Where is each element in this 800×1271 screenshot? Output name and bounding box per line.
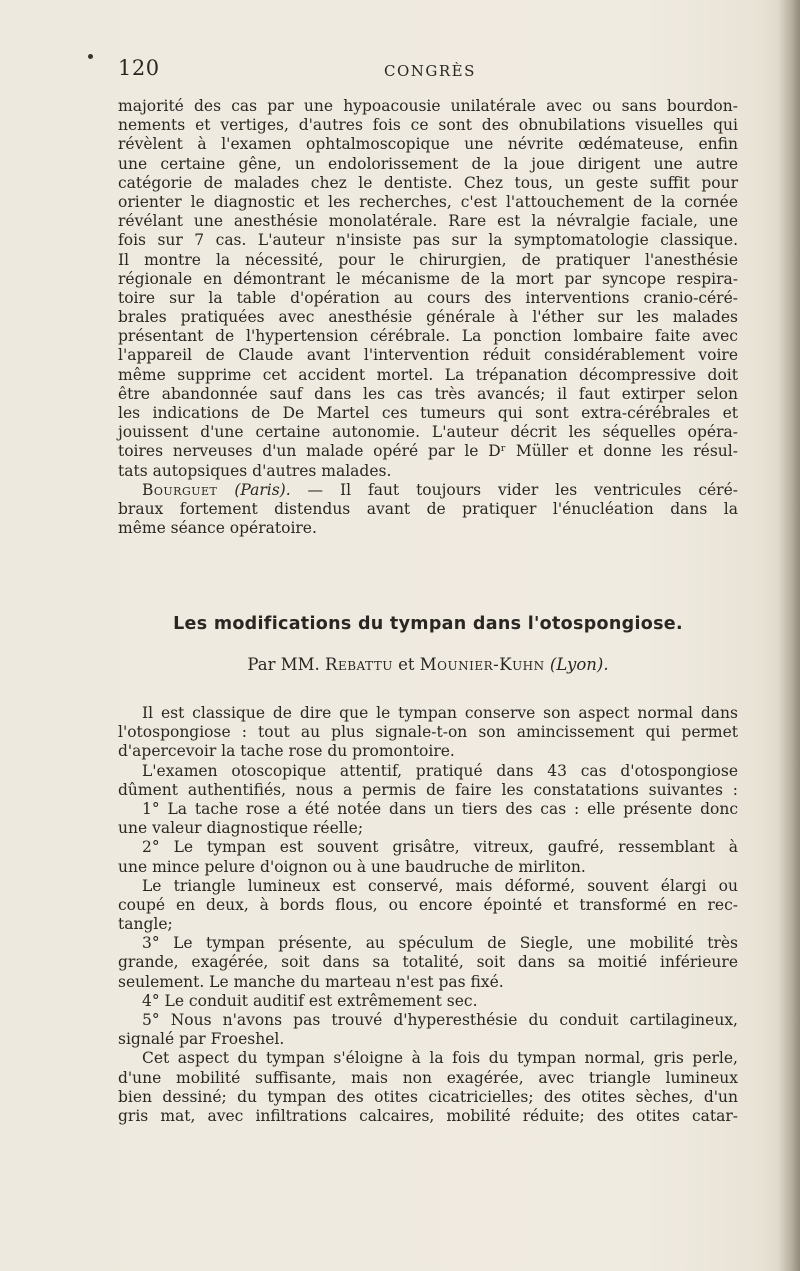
text-line: Il montre la nécessité, pour le chirurgien, de pratiquer l'anesthésie bbox=[118, 250, 738, 269]
text-line: brales pratiquées avec anesthésie générale à l'éther sur les malades bbox=[118, 308, 738, 327]
body-text-continuation bbox=[118, 97, 738, 538]
discussion-line: braux fortement distendus avant de pratiquer l'énucléation dans la bbox=[118, 499, 738, 518]
text-line: jouissent d'une certaine autonomie. L'auteur décrit les séquelles opéra- bbox=[118, 423, 738, 442]
text-line: Il est classique de dire que le tympan conserve son aspect normal dans bbox=[142, 704, 738, 722]
text-line: être abandonnée sauf dans les cas très avancés; il faut extirper selon bbox=[118, 384, 738, 403]
text-line: régionale en démontrant le mécanisme de la mort par syncope respira- bbox=[118, 269, 738, 288]
text-line: une mince pelure d'oignon ou à une baudruche de mirliton. bbox=[118, 857, 586, 876]
text-line: l'otospongiose : tout au plus signale-t-on son amincissement qui permet bbox=[118, 723, 738, 742]
text-line: gris mat, avec infiltrations calcaires, mobilité réduite; des otites catar- bbox=[118, 1106, 738, 1125]
text-line: 4° Le conduit auditif est extrêmement sec. bbox=[142, 991, 478, 1010]
text-line: 5° Nous n'avons pas trouvé d'hyperesthésie du conduit cartilagineux, bbox=[142, 1011, 738, 1029]
text-line: toires nerveuses d'un malade opéré par le Dʳ Müller et donne les résul- bbox=[118, 442, 738, 461]
text-line: dûment authentifiés, nous a permis de faire les constatations suivantes : bbox=[118, 780, 738, 799]
text-line: Cet aspect du tympan s'éloigne à la fois du tympan normal, gris perle, bbox=[142, 1049, 738, 1068]
text-line: l'appareil de Claude avant l'intervention réduit considérablement voire bbox=[118, 346, 738, 365]
text-line: catégorie de malades chez le dentiste. Chez tous, un geste suffit pour bbox=[118, 173, 738, 192]
text-line: révélant une anesthésie monolatérale. Rare est la névralgie faciale, une bbox=[118, 212, 738, 231]
text-line: majorité des cas par une hypoacousie unilatérale avec ou sans bourdon- bbox=[118, 97, 738, 115]
text-line: tangle; bbox=[118, 915, 173, 934]
text-line: seulement. Le manche du marteau n'est pas fixé. bbox=[118, 972, 504, 991]
binding-shadow bbox=[778, 0, 800, 1271]
discussant-city: (Paris). bbox=[234, 480, 291, 499]
running-head: CONGRÈS bbox=[384, 62, 476, 80]
text-line: signalé par Froeshel. bbox=[118, 1030, 285, 1049]
discussion-line bbox=[118, 481, 738, 500]
text-line: même supprime cet accident mortel. La trépanation décompressive doit bbox=[118, 365, 738, 384]
text-line: orienter le diagnostic et les recherches, c'est l'attouchement de la cornée bbox=[118, 192, 738, 211]
byline-conjunction: et bbox=[392, 655, 420, 674]
text-line: coupé en deux, à bords flous, ou encore épointé et transformé en rec- bbox=[118, 895, 738, 914]
text-line: une certaine gêne, un endolorissement de la joue dirigent une autre bbox=[118, 154, 738, 173]
text-line: 3° Le tympan présente, au spéculum de Siegle, une mobilité très bbox=[142, 934, 738, 953]
text-line: grande, exagérée, soit dans sa totalité, soit dans sa moitié inférieure bbox=[118, 953, 738, 972]
text-line: une valeur diagnostique réelle; bbox=[118, 819, 364, 838]
article-byline bbox=[118, 655, 738, 674]
author-name: Mounier-Kuhn bbox=[419, 655, 545, 674]
text-line: 1° La tache rose a été notée dans un tiers des cas : elle présente donc bbox=[142, 799, 738, 818]
text-line: toire sur la table d'opération au cours des interventions cranio-céré- bbox=[118, 288, 738, 307]
discussant-name: Bourguet bbox=[142, 480, 218, 499]
byline-city: (Lyon). bbox=[549, 655, 609, 674]
byline-prefix: Par MM. bbox=[247, 655, 326, 674]
text-line: bien dessiné; du tympan des otites cicatricielles; des otites sèches, d'un bbox=[118, 1087, 738, 1106]
text-line: révèlent à l'examen ophtalmoscopique une névrite œdémateuse, enfin bbox=[118, 135, 738, 154]
article-title: Les modifications du tympan dans l'otospongiose. bbox=[173, 614, 683, 634]
text-line: d'apercevoir la tache rose du promontoire. bbox=[118, 742, 455, 761]
text-line: L'examen otoscopique attentif, pratiqué dans 43 cas d'otospongiose bbox=[142, 761, 738, 780]
discussion-line: même séance opératoire. bbox=[118, 519, 317, 538]
text-line: Le triangle lumineux est conservé, mais déformé, souvent élargi ou bbox=[142, 876, 738, 895]
text-line: présentant de l'hypertension cérébrale. La ponction lombaire faite avec bbox=[118, 327, 738, 346]
ink-dot-mark bbox=[88, 54, 93, 59]
article-body bbox=[118, 704, 738, 1126]
text-line: les indications de De Martel ces tumeurs qui sont extra-cérébrales et bbox=[118, 404, 738, 422]
text-line: nements et vertiges, d'autres fois ce sont des obnubilations visuelles qui bbox=[118, 116, 738, 135]
text-line: d'une mobilité suffisante, mais non exagérée, avec triangle lumineux bbox=[118, 1068, 738, 1087]
text-line: tats autopsiques d'autres malades. bbox=[118, 461, 392, 480]
text-line: fois sur 7 cas. L'auteur n'insiste pas sur la symptomatologie classique. bbox=[118, 231, 738, 250]
discussion-text: — Il faut toujours vider les ventricules céré- bbox=[290, 480, 738, 499]
page-number: 120 bbox=[118, 56, 160, 80]
author-name: Rebattu bbox=[325, 655, 393, 674]
text-line: 2° Le tympan est souvent grisâtre, vitreux, gaufré, ressemblant à bbox=[142, 838, 738, 857]
